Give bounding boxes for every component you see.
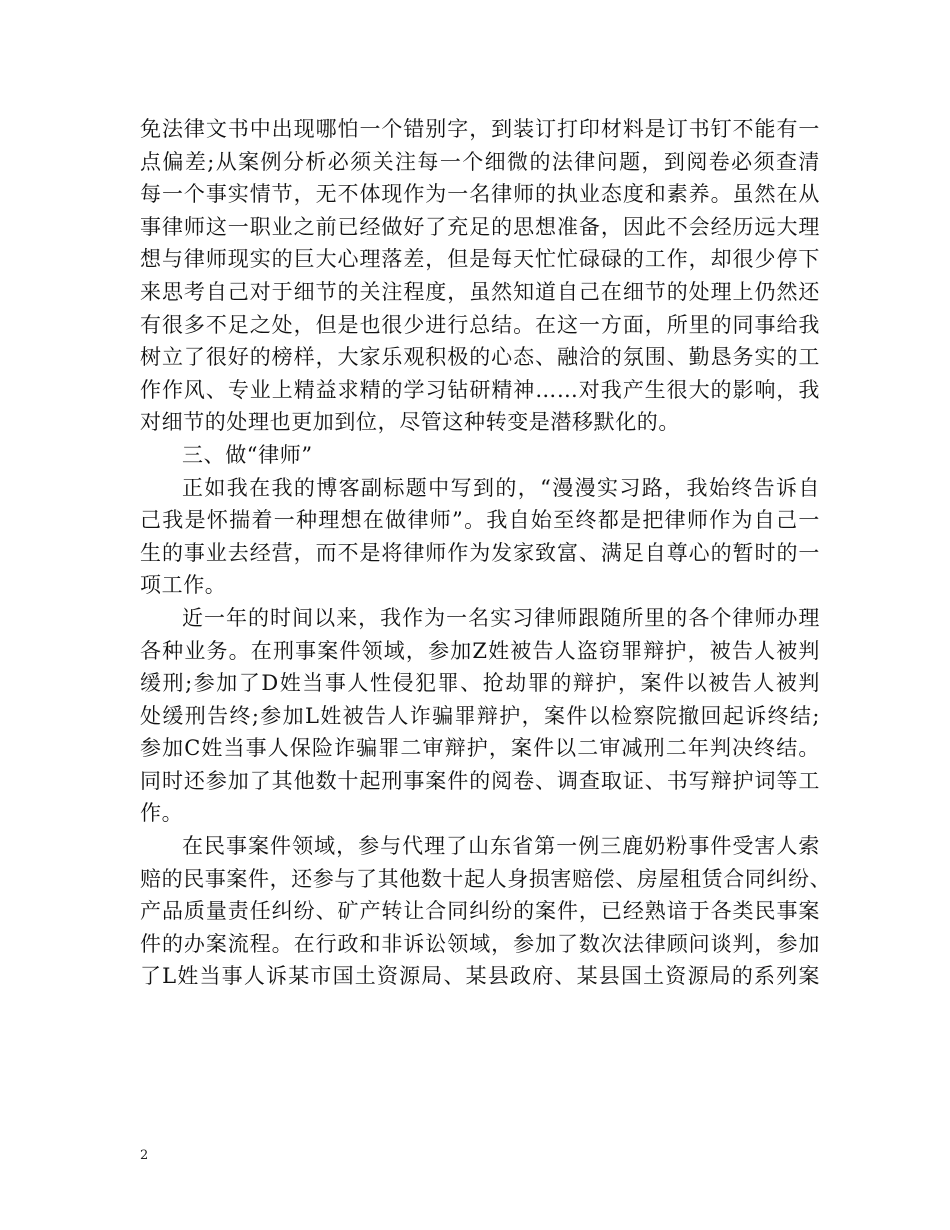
text-line-13: 己我是怀揣着一种理想在做律师”。我自始至终都是把律师作为自己一	[140, 508, 820, 533]
text-line-9: 作作风、专业上精益求精的学习钻研精神……对我产生很大的影响，我	[140, 377, 820, 402]
text-line-5: 想与律师现实的巨大心理落差，但是每天忙忙碌碌的工作，却很少停下	[140, 247, 820, 272]
text-line-18: 缓刑;参加了D姓当事人性侵犯罪、抢劫罪的辩护，案件以被告人被判	[140, 671, 820, 696]
text-line-25: 产品质量责任纠纷、矿产转让合同纠纷的案件，已经熟谙于各类民事案	[140, 899, 820, 924]
text-line-27: 了L姓当事人诉某市国土资源局、某县政府、某县国土资源局的系列案	[140, 964, 820, 989]
text-line-26: 件的办案流程。在行政和非诉讼领域，参加了数次法律顾问谈判，参加	[140, 931, 820, 956]
text-line-24: 赔的民事案件，还参与了其他数十起人身损害赔偿、房屋租赁合同纠纷、	[140, 866, 832, 891]
text-line-3: 每一个事实情节，无不体现作为一名律师的执业态度和素养。虽然在从	[140, 182, 820, 207]
body-text	[140, 113, 832, 993]
text-line-21: 同时还参加了其他数十起刑事案件的阅卷、调查取证、书写辩护词等工	[140, 768, 820, 793]
text-line-12: 正如我在我的博客副标题中写到的，“漫漫实习路，我始终告诉自	[182, 475, 820, 500]
text-line-20: 参加C姓当事人保险诈骗罪二审辩护，案件以二审减刑二年判决终结。	[140, 736, 820, 761]
text-line-22: 作。	[140, 801, 184, 826]
text-line-17: 各种业务。在刑事案件领域，参加Z姓被告人盗窃罪辩护，被告人被判	[140, 638, 820, 663]
section-heading: 三、做“律师”	[182, 442, 313, 467]
text-line-10: 对细节的处理也更加到位，尽管这种转变是潜移默化的。	[140, 410, 680, 435]
text-line-6: 来思考自己对于细节的关注程度，虽然知道自己在细节的处理上仍然还	[140, 279, 820, 304]
text-line-16: 近一年的时间以来，我作为一名实习律师跟随所里的各个律师办理	[182, 605, 820, 630]
text-line-2: 点偏差;从案例分析必须关注每一个细微的法律问题，到阅卷必须查清	[140, 149, 820, 174]
text-line-8: 树立了很好的榜样，大家乐观积极的心态、融洽的氛围、勤恳务实的工	[140, 345, 820, 370]
text-line-1: 免法律文书中出现哪怕一个错别字，到装订打印材料是订书钉不能有一	[140, 117, 820, 141]
text-line-4: 事律师这一职业之前已经做好了充足的思想准备，因此不会经历远大理	[140, 214, 820, 239]
text-line-7: 有很多不足之处，但是也很少进行总结。在这一方面，所里的同事给我	[140, 312, 820, 337]
text-line-19: 处缓刑告终;参加L姓被告人诈骗罪辩护，案件以检察院撤回起诉终结;	[140, 703, 820, 728]
text-line-23: 在民事案件领域，参与代理了山东省第一例三鹿奶粉事件受害人索	[182, 834, 820, 859]
text-line-15: 项工作。	[140, 573, 227, 598]
page-number: 2	[140, 1148, 149, 1163]
text-line-14: 生的事业去经营，而不是将律师作为发家致富、满足自尊心的暂时的一	[140, 540, 820, 565]
